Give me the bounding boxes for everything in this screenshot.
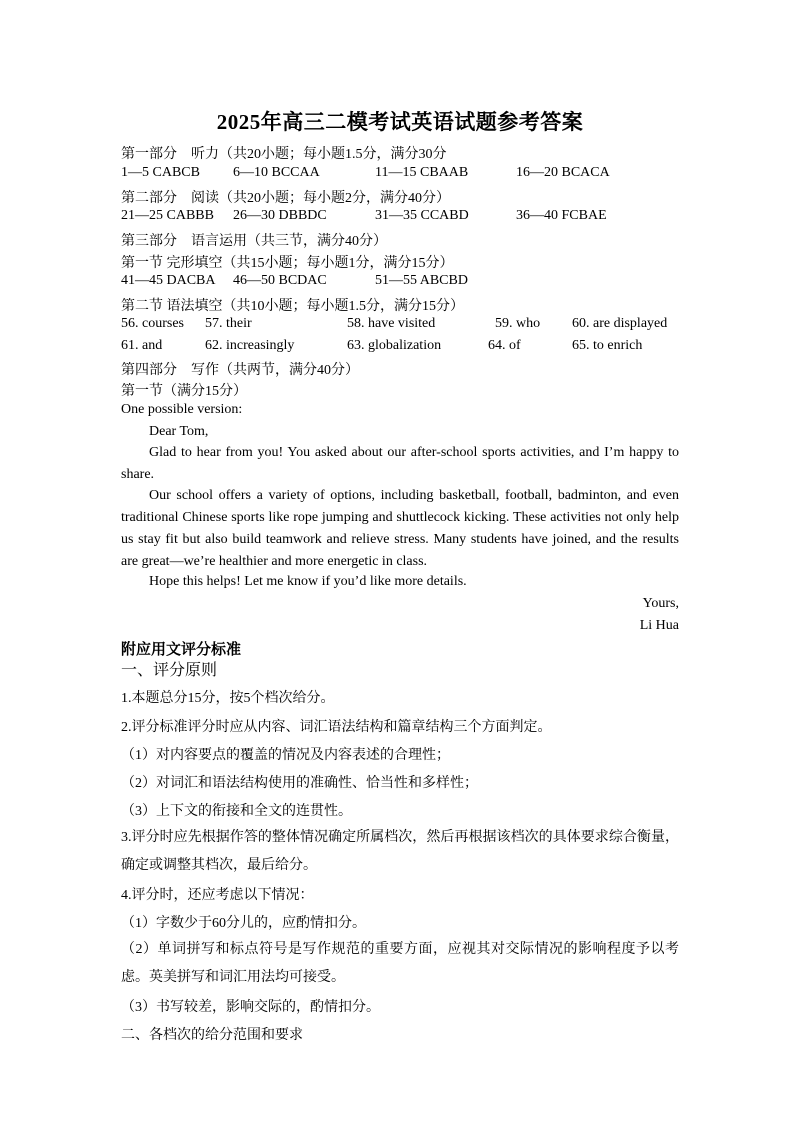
answer-group: 11—15 CBAAB	[375, 165, 469, 180]
part4-header: 第四部分 写作（共两节，满分40分）	[121, 363, 359, 378]
part2-header: 第二部分 阅读（共20小题；每小题2分，满分40分）	[121, 191, 450, 206]
version-label: One possible version:	[121, 402, 243, 417]
answer-item: 62. increasingly	[205, 338, 295, 353]
answer-group: 51—55 ABCBD	[375, 273, 468, 288]
answer-item: 57. their	[205, 316, 252, 331]
answer-group: 26—30 DBBDC	[233, 208, 327, 223]
rubric-item-4-2: （2）单词拼写和标点符号是写作规范的重要方面，应视其对交际情况的影响程度予以考虑。英美拼写和词汇用法均可接受。	[121, 942, 679, 985]
rubric-section-2: 二、各档次的给分范围和要求	[121, 1028, 303, 1043]
answer-item: 59. who	[495, 316, 541, 331]
letter-closing: Yours,	[642, 596, 679, 611]
rubric-item-4: 4.评分时，还应考虑以下情况：	[121, 888, 314, 903]
part3-header: 第三部分 语言运用（共三节，满分40分）	[121, 234, 387, 249]
answer-item: 64. of	[488, 338, 521, 353]
rubric-item-2-2: （2）对词汇和语法结构使用的准确性、恰当性和多样性；	[121, 776, 478, 791]
letter-salutation: Dear Tom,	[149, 424, 209, 439]
part4-sec1-header: 第一节（满分15分）	[121, 384, 247, 399]
answer-group: 31—35 CCABD	[375, 208, 469, 223]
answer-group: 21—25 CABBB	[121, 208, 214, 223]
part3-sec2-header: 第二节 语法填空（共10小题；每小题1.5分，满分15分）	[121, 299, 464, 314]
answer-item: 61. and	[121, 338, 163, 353]
answer-group: 16—20 BCACA	[516, 165, 610, 180]
letter-paragraph-1: Glad to hear from you! You asked about our after-school sports activities, and I’m happy to share.	[121, 445, 679, 482]
rubric-item-2-3: （3）上下文的衔接和全文的连贯性。	[121, 804, 352, 819]
page-title: 2025年高三二模考试英语试题参考答案	[216, 110, 584, 134]
answer-item: 65. to enrich	[572, 338, 643, 353]
answer-group: 46—50 BCDAC	[233, 273, 327, 288]
part1-header: 第一部分 听力（共20小题；每小题1.5分，满分30分	[121, 147, 447, 162]
rubric-item-2: 2.评分标准评分时应从内容、词汇语法结构和篇章结构三个方面判定。	[121, 720, 552, 735]
rubric-title: 附应用文评分标准	[121, 642, 242, 658]
part3-sec1-header: 第一节 完形填空（共15小题；每小题1分，满分15分）	[121, 256, 454, 271]
answer-item: 56. courses	[121, 316, 184, 331]
letter-paragraph-2: Our school offers a variety of options, including basketball, football, badminton, and even traditional Chinese sports like rope jumping and shuttlecock kicking. These activities not only help us stay fit but also build teamwork and relieve stress. Many students have joined, and the results are great—we’re healthier and more energetic in class.	[121, 488, 679, 569]
answer-group: 36—40 FCBAE	[516, 208, 607, 223]
answer-item: 58. have visited	[347, 316, 436, 331]
rubric-item-3: 3.评分时应先根据作答的整体情况确定所属档次，然后再根据该档次的具体要求综合衡量，确定或调整其档次，最后给分。	[121, 830, 679, 873]
answer-item: 60. are displayed	[572, 316, 668, 331]
rubric-item-1: 1.本题总分15分，按5个档次给分。	[121, 691, 335, 706]
rubric-item-4-1: （1）字数少于60分儿的，应酌情扣分。	[121, 916, 366, 931]
letter-paragraph-3: Hope this helps! Let me know if you’d like more details.	[149, 574, 467, 589]
rubric-item-2-1: （1）对内容要点的覆盖的情况及内容表述的合理性；	[121, 748, 450, 763]
answer-group: 41—45 DACBA	[121, 273, 216, 288]
answer-item: 63. globalization	[347, 338, 442, 353]
answer-group: 1—5 CABCB	[121, 165, 200, 180]
letter-signature: Li Hua	[639, 618, 679, 633]
rubric-section-1: 一、评分原则	[121, 662, 218, 679]
rubric-item-4-3: （3）书写较差，影响交际的，酌情扣分。	[121, 1000, 380, 1015]
answer-group: 6—10 BCCAA	[233, 165, 320, 180]
